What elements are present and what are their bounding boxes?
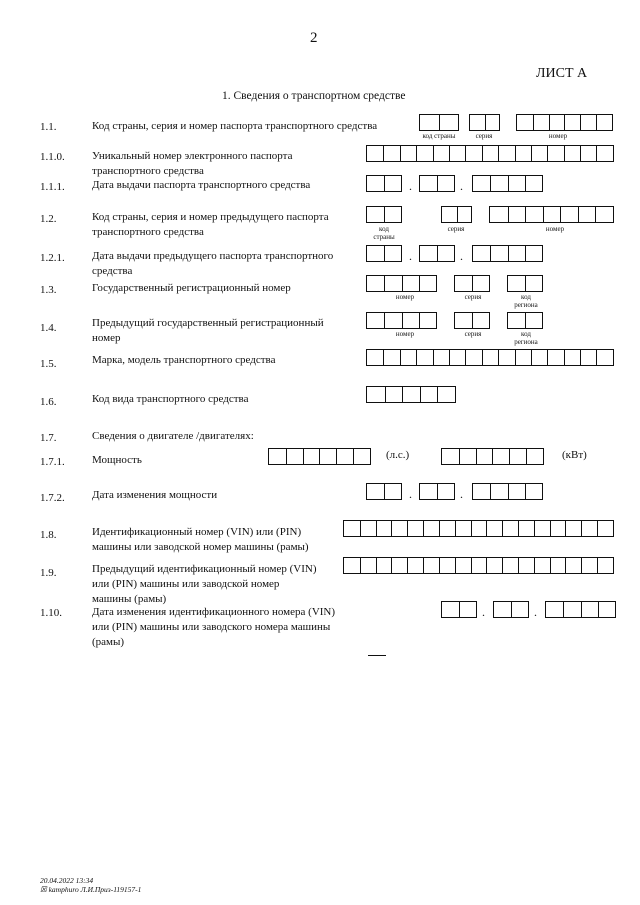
char-cell[interactable] [515, 146, 531, 161]
reg-series-cells[interactable] [454, 275, 490, 292]
char-cell[interactable] [420, 176, 437, 191]
unit-hp-label: (л.с.) [386, 449, 410, 461]
char-cell[interactable] [581, 602, 598, 617]
char-cell[interactable] [563, 602, 580, 617]
char-cell[interactable] [482, 146, 498, 161]
caption-series: серия [475, 132, 493, 140]
char-cell[interactable] [595, 207, 613, 222]
char-cell[interactable] [384, 207, 401, 222]
char-cell[interactable] [459, 602, 476, 617]
row-label: Государственный регистрационный номер [92, 282, 291, 294]
char-cell[interactable] [360, 521, 376, 536]
char-cell[interactable] [407, 521, 423, 536]
char-cell[interactable] [476, 449, 493, 464]
epassport-number-cells[interactable] [366, 145, 614, 162]
char-cell[interactable] [581, 558, 597, 573]
char-cell[interactable] [383, 350, 399, 365]
char-cell[interactable] [416, 350, 432, 365]
char-cell[interactable] [498, 146, 514, 161]
char-cell[interactable] [367, 246, 384, 261]
char-cell[interactable] [581, 521, 597, 536]
char-cell[interactable] [490, 484, 507, 499]
char-cell[interactable] [598, 602, 615, 617]
date-year-cells[interactable] [472, 483, 543, 500]
vin-cells[interactable] [343, 520, 614, 537]
row-number: 1.2. [40, 213, 57, 225]
char-cell[interactable] [319, 449, 336, 464]
row-label: Уникальный номер электронного паспорта транспортного средства [92, 150, 293, 177]
char-cell[interactable] [384, 246, 401, 261]
vehicle-type-code-cells[interactable] [366, 386, 456, 403]
char-cell[interactable] [508, 176, 525, 191]
char-cell[interactable] [550, 558, 566, 573]
char-cell[interactable] [515, 350, 531, 365]
char-cell[interactable] [525, 246, 542, 261]
caption-country-code: код страны [422, 132, 456, 140]
char-cell[interactable] [490, 176, 507, 191]
row-label: Сведения о двигателе /двигателях: [92, 430, 254, 442]
caption-number: номер [395, 293, 415, 301]
prev-reg-region-cells[interactable] [507, 312, 543, 329]
caption-series: серия [447, 225, 465, 233]
char-cell[interactable] [269, 449, 286, 464]
date-month-cells[interactable] [419, 245, 455, 262]
char-cell[interactable] [439, 521, 455, 536]
section-title: 1. Сведения о транспортном средстве [222, 90, 406, 102]
char-cell[interactable] [471, 558, 487, 573]
char-cell[interactable] [508, 246, 525, 261]
char-cell[interactable] [525, 276, 542, 291]
char-cell[interactable] [564, 146, 580, 161]
char-cell[interactable] [360, 558, 376, 573]
passport-number-cells[interactable] [516, 114, 613, 131]
char-cell[interactable] [400, 146, 416, 161]
date-day-cells[interactable] [366, 245, 402, 262]
row-label: Код страны, серия и номер паспорта транспортного средства [92, 120, 378, 132]
char-cell[interactable] [420, 246, 437, 261]
char-cell[interactable] [367, 387, 385, 402]
char-cell[interactable] [437, 176, 454, 191]
footer-timestamp: 20.04.2022 13:34 [40, 876, 94, 885]
char-cell[interactable] [492, 449, 509, 464]
char-cell[interactable] [578, 207, 596, 222]
row-label: Идентификационный номер (VIN) или (PIN) машины или заводской номер машины (рамы) [92, 526, 309, 553]
char-cell[interactable] [526, 449, 543, 464]
footer-document-id: ☒ kamphuro Л.И.Приз-119157-1 [40, 885, 142, 894]
row-number: 1.10. [40, 607, 62, 619]
row-number: 1.7.1. [40, 456, 65, 468]
char-cell[interactable] [384, 313, 401, 328]
char-cell[interactable] [597, 521, 613, 536]
char-cell[interactable] [518, 521, 534, 536]
char-cell[interactable] [384, 276, 401, 291]
char-cell[interactable] [367, 276, 384, 291]
char-cell[interactable] [525, 484, 542, 499]
char-cell[interactable] [286, 449, 303, 464]
char-cell[interactable] [596, 350, 612, 365]
date-day-cells[interactable] [366, 175, 402, 192]
country-code-cells[interactable] [419, 114, 459, 131]
char-cell[interactable] [525, 313, 542, 328]
prev-reg-number-cells[interactable] [366, 312, 437, 329]
caption-region: код региона [514, 330, 538, 346]
char-cell[interactable] [596, 115, 612, 130]
date-day-cells[interactable] [366, 483, 402, 500]
date-separator: . [409, 487, 412, 501]
row-number: 1.6. [40, 396, 57, 408]
row-label: Дата изменения мощности [92, 489, 218, 501]
char-cell[interactable] [596, 146, 612, 161]
row-label: Марка, модель транспортного средства [92, 354, 276, 366]
row-label: Дата выдачи предыдущего паспорта транспортного средства [92, 250, 334, 277]
footer-stamp [40, 876, 141, 894]
char-cell[interactable] [465, 350, 481, 365]
char-cell[interactable] [419, 313, 436, 328]
page-number: 2 [310, 30, 318, 46]
char-cell[interactable] [455, 558, 471, 573]
char-cell[interactable] [502, 521, 518, 536]
row-number: 1.2.1. [40, 252, 65, 264]
char-cell[interactable] [391, 558, 407, 573]
date-separator: . [460, 487, 463, 501]
prev-passport-series-cells[interactable] [441, 206, 472, 223]
end-dash [368, 655, 386, 656]
char-cell[interactable] [391, 521, 407, 536]
prev-country-code-cells[interactable] [366, 206, 402, 223]
date-month-cells[interactable] [493, 601, 529, 618]
caption-number: номер [548, 132, 568, 140]
char-cell[interactable] [367, 207, 384, 222]
date-separator: . [482, 605, 485, 619]
char-cell[interactable] [367, 146, 383, 161]
char-cell[interactable] [455, 313, 472, 328]
reg-region-cells[interactable] [507, 275, 543, 292]
char-cell[interactable] [457, 207, 472, 222]
caption-country-code: код страны [373, 225, 395, 241]
char-cell[interactable] [367, 313, 384, 328]
char-cell[interactable] [433, 146, 449, 161]
caption-region: код региона [514, 293, 538, 309]
char-cell[interactable] [353, 449, 370, 464]
row-number: 1.5. [40, 358, 57, 370]
date-day-cells[interactable] [441, 601, 477, 618]
char-cell[interactable] [564, 350, 580, 365]
date-separator: . [534, 605, 537, 619]
char-cell[interactable] [472, 313, 489, 328]
char-cell[interactable] [442, 207, 457, 222]
char-cell[interactable] [376, 521, 392, 536]
char-cell[interactable] [486, 521, 502, 536]
char-cell[interactable] [511, 602, 528, 617]
char-cell[interactable] [402, 387, 420, 402]
char-cell[interactable] [423, 521, 439, 536]
char-cell[interactable] [580, 115, 596, 130]
char-cell[interactable] [420, 484, 437, 499]
char-cell[interactable] [482, 350, 498, 365]
char-cell[interactable] [517, 115, 533, 130]
char-cell[interactable] [367, 350, 383, 365]
char-cell[interactable] [518, 558, 534, 573]
char-cell[interactable] [420, 115, 439, 130]
date-separator: . [409, 249, 412, 263]
row-label: Мощность [92, 454, 142, 466]
row-number: 1.4. [40, 322, 57, 334]
char-cell[interactable] [565, 521, 581, 536]
row-label: Дата выдачи паспорта транспортного средства [92, 179, 311, 191]
char-cell[interactable] [473, 246, 490, 261]
char-cell[interactable] [550, 521, 566, 536]
row-number: 1.1.1. [40, 181, 65, 193]
char-cell[interactable] [344, 521, 360, 536]
char-cell[interactable] [439, 115, 458, 130]
power-kw-cells[interactable] [441, 448, 544, 465]
char-cell[interactable] [384, 176, 401, 191]
char-cell[interactable] [455, 521, 471, 536]
char-cell[interactable] [547, 350, 563, 365]
char-cell[interactable] [508, 313, 525, 328]
char-cell[interactable] [303, 449, 320, 464]
char-cell[interactable] [508, 484, 525, 499]
date-separator: . [460, 249, 463, 263]
char-cell[interactable] [385, 387, 403, 402]
char-cell[interactable] [543, 207, 561, 222]
date-month-cells[interactable] [419, 175, 455, 192]
row-label: Код вида транспортного средства [92, 393, 249, 405]
char-cell[interactable] [383, 146, 399, 161]
row-number: 1.7. [40, 432, 57, 444]
char-cell[interactable] [459, 449, 476, 464]
char-cell[interactable] [437, 484, 454, 499]
char-cell[interactable] [508, 276, 525, 291]
make-model-cells[interactable] [366, 349, 614, 366]
caption-number: номер [545, 225, 565, 233]
char-cell[interactable] [531, 146, 547, 161]
sheet-title: ЛИСТ А [536, 66, 588, 81]
row-number: 1.7.2. [40, 492, 65, 504]
char-cell[interactable] [402, 313, 419, 328]
char-cell[interactable] [416, 146, 432, 161]
char-cell[interactable] [344, 558, 360, 573]
char-cell[interactable] [534, 558, 550, 573]
char-cell[interactable] [471, 521, 487, 536]
prev-reg-series-cells[interactable] [454, 312, 490, 329]
char-cell[interactable] [442, 602, 459, 617]
char-cell[interactable] [473, 176, 490, 191]
char-cell[interactable] [580, 350, 596, 365]
char-cell[interactable] [494, 602, 511, 617]
date-year-cells[interactable] [472, 245, 543, 262]
date-year-cells[interactable] [545, 601, 616, 618]
char-cell[interactable] [531, 350, 547, 365]
char-cell[interactable] [433, 350, 449, 365]
char-cell[interactable] [472, 276, 489, 291]
char-cell[interactable] [502, 558, 518, 573]
char-cell[interactable] [485, 115, 500, 130]
caption-series: серия [464, 293, 482, 301]
date-year-cells[interactable] [472, 175, 543, 192]
row-label: Дата изменения идентификационного номера (VIN) или (PIN) машины или заводского номера машины (рамы) [92, 606, 336, 648]
row-number: 1.9. [40, 567, 57, 579]
char-cell[interactable] [525, 176, 542, 191]
char-cell[interactable] [470, 115, 485, 130]
char-cell[interactable] [490, 246, 507, 261]
char-cell[interactable] [420, 387, 438, 402]
char-cell[interactable] [509, 449, 526, 464]
char-cell[interactable] [533, 115, 549, 130]
prev-passport-number-cells[interactable] [489, 206, 614, 223]
char-cell[interactable] [597, 558, 613, 573]
date-separator: . [460, 179, 463, 193]
char-cell[interactable] [402, 276, 419, 291]
power-hp-cells[interactable] [268, 448, 371, 465]
char-cell[interactable] [423, 558, 439, 573]
char-cell[interactable] [508, 207, 526, 222]
char-cell[interactable] [439, 558, 455, 573]
char-cell[interactable] [473, 484, 490, 499]
char-cell[interactable] [498, 350, 514, 365]
char-cell[interactable] [549, 115, 565, 130]
char-cell[interactable] [534, 521, 550, 536]
prev-vin-cells[interactable] [343, 557, 614, 574]
char-cell[interactable] [465, 146, 481, 161]
caption-number: номер [395, 330, 415, 338]
unit-kw-label: (кВт) [562, 449, 587, 461]
char-cell[interactable] [560, 207, 578, 222]
char-cell[interactable] [449, 350, 465, 365]
char-cell[interactable] [442, 449, 459, 464]
char-cell[interactable] [367, 484, 384, 499]
char-cell[interactable] [449, 146, 465, 161]
date-separator: . [409, 179, 412, 193]
char-cell[interactable] [455, 276, 472, 291]
passport-series-cells[interactable] [469, 114, 500, 131]
reg-number-cells[interactable] [366, 275, 437, 292]
char-cell[interactable] [336, 449, 353, 464]
char-cell[interactable] [407, 558, 423, 573]
char-cell[interactable] [580, 146, 596, 161]
char-cell[interactable] [546, 602, 563, 617]
row-number: 1.1. [40, 121, 57, 133]
char-cell[interactable] [564, 115, 580, 130]
char-cell[interactable] [565, 558, 581, 573]
char-cell[interactable] [437, 246, 454, 261]
char-cell[interactable] [400, 350, 416, 365]
char-cell[interactable] [490, 207, 508, 222]
char-cell[interactable] [384, 484, 401, 499]
row-number: 1.8. [40, 529, 57, 541]
char-cell[interactable] [419, 276, 436, 291]
row-label: Предыдущий государственный регистрационный номер [92, 317, 324, 344]
date-month-cells[interactable] [419, 483, 455, 500]
row-number: 1.3. [40, 284, 57, 296]
char-cell[interactable] [547, 146, 563, 161]
row-label: Код страны, серия и номер предыдущего паспорта транспортного средства [92, 211, 329, 238]
char-cell[interactable] [486, 558, 502, 573]
char-cell[interactable] [376, 558, 392, 573]
caption-series: серия [464, 330, 482, 338]
row-number: 1.1.0. [40, 151, 65, 163]
char-cell[interactable] [437, 387, 455, 402]
char-cell[interactable] [525, 207, 543, 222]
char-cell[interactable] [367, 176, 384, 191]
row-label: Предыдущий идентификационный номер (VIN) или (PIN) машины или заводской номер машины (рамы) [92, 563, 317, 605]
